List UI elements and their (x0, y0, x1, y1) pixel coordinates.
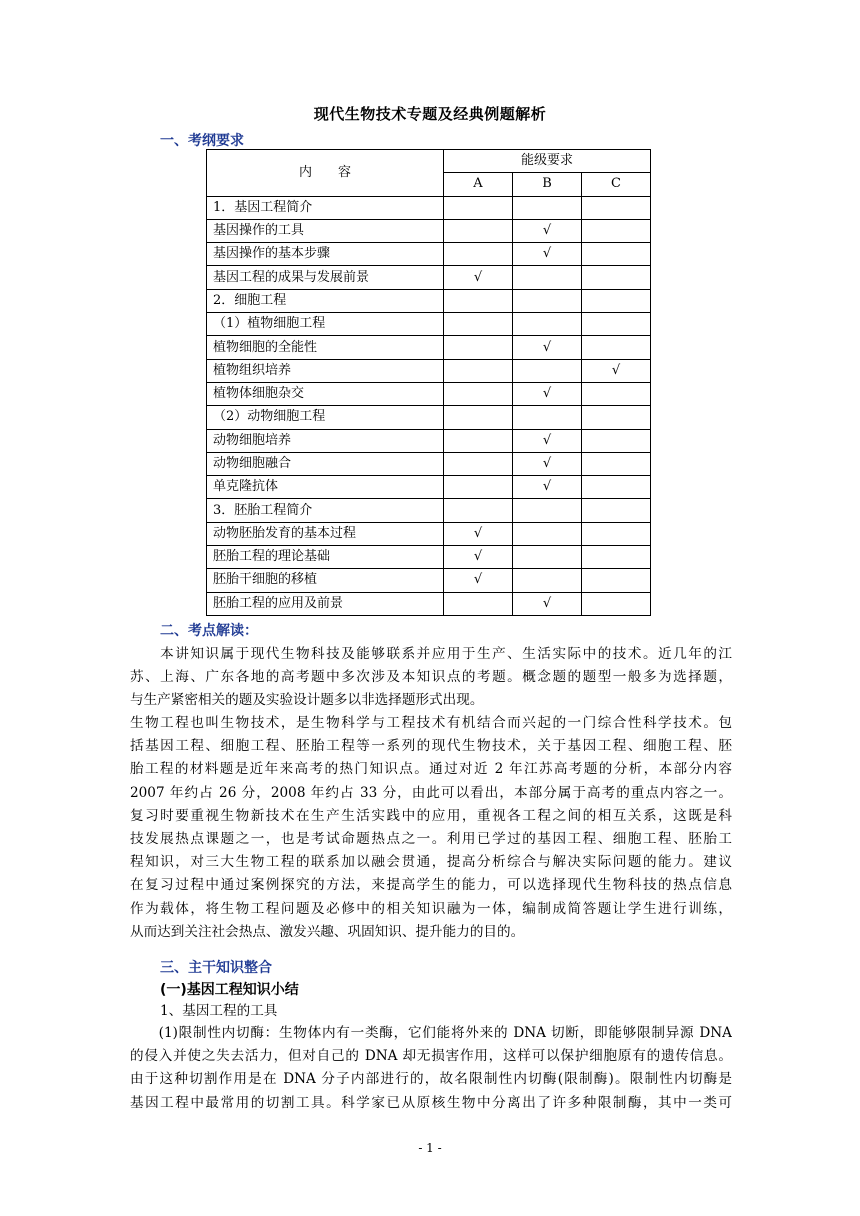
text-line: 苏、上海、广东各地的高考题中多次涉及本知识点的考题。概念题的题型一般多为选择题， (130, 669, 732, 686)
requirements-table (206, 149, 651, 616)
paragraph-bioengineering (130, 712, 732, 944)
table-row (207, 382, 651, 405)
row-label: 基因操作的基本步骤 (207, 243, 444, 266)
mark-b: √ (513, 429, 582, 452)
row-label: 基因工程的成果与发展前景 (207, 266, 444, 289)
mark-c (582, 266, 651, 289)
table-row (207, 452, 651, 475)
table-row (207, 243, 651, 266)
mark-c (582, 289, 651, 312)
text-line: 括基因工程、细胞工程、胚胎工程等一系列的现代生物技术，关于基因工程、细胞工程、胚 (130, 738, 732, 755)
text-line: 基因工程中最常用的切割工具。科学家已从原核生物中分离出了许多种限制酶，其中一类可 (130, 1094, 732, 1111)
text-line: 2007 年约占 26 分，2008 年约占 33 分，由此可以看出，本部分属于高考的重点内容之一。 (130, 784, 732, 801)
mark-b (513, 266, 582, 289)
section-heading-analysis: 二、考点解读： (160, 623, 258, 639)
header-content: 内 容 (207, 150, 444, 197)
mark-c (582, 569, 651, 592)
text-line: 技发展热点课题之一，也是考试命题热点之一。利用已学过的基因工程、细胞工程、胚胎工 (130, 831, 732, 848)
text-line: (1)限制性内切酶：生物体内有一类酶，它们能将外来的 DNA 切断，即能够限制异源 DNA (130, 1025, 732, 1041)
text-line: 在复习过程中通过案例探究的方法，来提高学生的能力，可以选择现代生物科技的热点信息 (130, 877, 732, 894)
table-row (207, 546, 651, 569)
paragraph-restriction-enzyme (130, 1022, 732, 1115)
mark-c (582, 219, 651, 242)
mark-b (513, 289, 582, 312)
mark-b: √ (513, 219, 582, 242)
row-label: 植物组织培养 (207, 359, 444, 382)
mark-c (582, 429, 651, 452)
table-row (207, 219, 651, 242)
table-row (207, 266, 651, 289)
mark-b: √ (513, 336, 582, 359)
mark-c (582, 382, 651, 405)
row-label: （2）动物细胞工程 (207, 406, 444, 429)
subsection-heading-gene: (一)基因工程知识小结 (160, 982, 299, 998)
row-label: 动物细胞融合 (207, 452, 444, 475)
mark-a (444, 289, 513, 312)
page-number: - 1 - (418, 1141, 442, 1155)
table-header-row (207, 150, 651, 173)
mark-c (582, 406, 651, 429)
mark-b (513, 196, 582, 219)
mark-b: √ (513, 592, 582, 615)
row-label: 胚胎工程的理论基础 (207, 546, 444, 569)
text-line: 本讲知识属于现代生物科技及能够联系并应用于生产、生活实际中的技术。近几年的江 (130, 646, 732, 662)
mark-b: √ (513, 476, 582, 499)
table-row (207, 336, 651, 359)
row-label: 1．基因工程简介 (207, 196, 444, 219)
mark-a (444, 452, 513, 475)
level-c: C (582, 173, 651, 196)
mark-a (444, 313, 513, 336)
mark-a (444, 219, 513, 242)
row-label: 动物胚胎发育的基本过程 (207, 522, 444, 545)
row-label: 胚胎干细胞的移植 (207, 569, 444, 592)
mark-b: √ (513, 382, 582, 405)
mark-c (582, 313, 651, 336)
mark-b (513, 569, 582, 592)
section-heading-requirements: 一、考纲要求 (160, 133, 244, 149)
table-row (207, 359, 651, 382)
table-row (207, 569, 651, 592)
row-label: 植物细胞的全能性 (207, 336, 444, 359)
text-line: 从而达到关注社会热点、激发兴趣、巩固知识、提升能力的目的。 (130, 923, 525, 940)
table-row (207, 406, 651, 429)
table-row (207, 429, 651, 452)
table-row (207, 313, 651, 336)
mark-b (513, 359, 582, 382)
table-row (207, 499, 651, 522)
mark-a (444, 429, 513, 452)
mark-b (513, 406, 582, 429)
row-label: 3．胚胎工程简介 (207, 499, 444, 522)
mark-a (444, 406, 513, 429)
mark-a (444, 382, 513, 405)
mark-b: √ (513, 452, 582, 475)
mark-b (513, 313, 582, 336)
table-row (207, 289, 651, 312)
mark-c (582, 196, 651, 219)
row-label: 单克隆抗体 (207, 476, 444, 499)
section-heading-knowledge: 三、主干知识整合 (160, 960, 272, 976)
mark-a (444, 243, 513, 266)
mark-a (444, 359, 513, 382)
text-line: 胎工程的材料题是近年来高考的热门知识点。通过对近 2 年江苏高考题的分析，本部分内容 (130, 761, 732, 778)
text-line: 与生产紧密相关的题及实验设计题多以非选择题形式出现。 (130, 692, 484, 709)
row-label: 动物细胞培养 (207, 429, 444, 452)
mark-a (444, 336, 513, 359)
item-heading-tools: 1、基因工程的工具 (160, 1003, 278, 1019)
text-line: 由于这种切割作用是在 DNA 分子内部进行的，故名限制性内切酶(限制酶)。限制性内切酶是 (130, 1071, 732, 1088)
text-line: 的侵入并使之失去活力，但对自己的 DNA 却无损害作用，这样可以保护细胞原有的遗传信息。 (130, 1048, 732, 1065)
table-row (207, 592, 651, 615)
mark-b: √ (513, 243, 582, 266)
row-label: 胚胎工程的应用及前景 (207, 592, 444, 615)
mark-a (444, 476, 513, 499)
text-line: 程知识，对三大生物工程的联系加以融会贯通，提高分析综合与解决实际问题的能力。建议 (130, 854, 732, 871)
table-row (207, 196, 651, 219)
mark-c (582, 476, 651, 499)
table-row (207, 476, 651, 499)
mark-c (582, 452, 651, 475)
mark-a (444, 196, 513, 219)
paragraph-intro (130, 643, 732, 713)
mark-a: √ (444, 522, 513, 545)
mark-a (444, 499, 513, 522)
row-label: 基因操作的工具 (207, 219, 444, 242)
mark-a (444, 592, 513, 615)
row-label: 植物体细胞杂交 (207, 382, 444, 405)
mark-c (582, 336, 651, 359)
mark-c (582, 499, 651, 522)
row-label: 2．细胞工程 (207, 289, 444, 312)
header-level: 能级要求 (444, 150, 651, 173)
page-title: 现代生物技术专题及经典例题解析 (313, 105, 547, 123)
text-line: 作为载体，将生物工程问题及必修中的相关知识融为一体，编制成简答题让学生进行训练， (130, 900, 732, 917)
mark-c (582, 546, 651, 569)
table-row (207, 522, 651, 545)
text-line: 复习时要重视生物新技术在生产生活实践中的应用，重视各工程之间的相互关系，这既是科 (130, 807, 732, 824)
mark-a: √ (444, 569, 513, 592)
mark-b (513, 499, 582, 522)
mark-a: √ (444, 266, 513, 289)
mark-b (513, 522, 582, 545)
mark-a: √ (444, 546, 513, 569)
text-line: 生物工程也叫生物技术，是生物科学与工程技术有机结合而兴起的一门综合性科学技术。包 (130, 715, 732, 731)
row-label: （1）植物细胞工程 (207, 313, 444, 336)
mark-c: √ (582, 359, 651, 382)
level-a: A (444, 173, 513, 196)
mark-c (582, 243, 651, 266)
mark-c (582, 592, 651, 615)
mark-c (582, 522, 651, 545)
level-b: B (513, 173, 582, 196)
mark-b (513, 546, 582, 569)
